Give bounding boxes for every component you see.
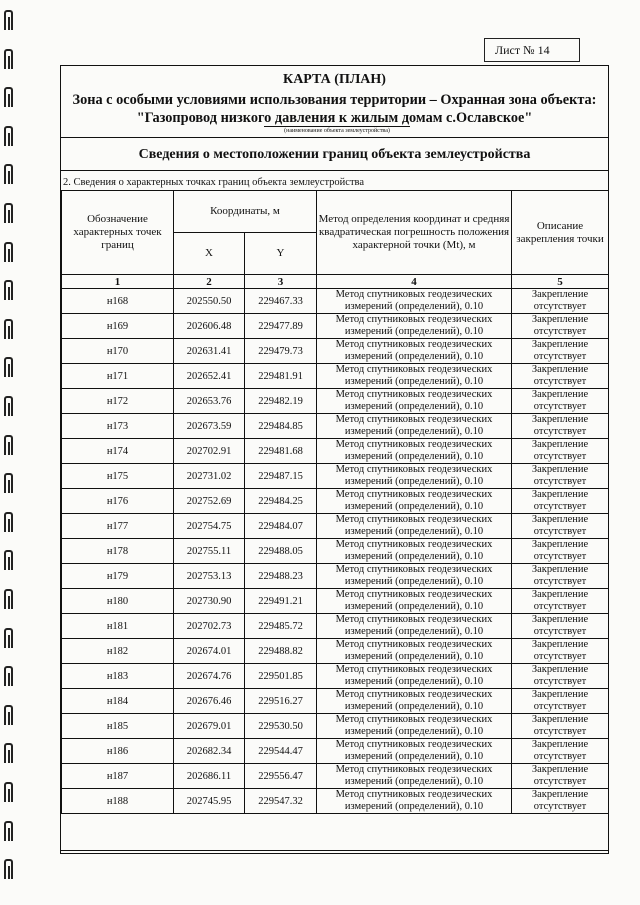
y-coordinate-cell: 229484.85 [245, 414, 317, 439]
point-designation-cell: н177 [62, 514, 174, 539]
column-number: 4 [317, 275, 512, 289]
x-coordinate-cell: 202673.59 [174, 414, 245, 439]
binding-ring [4, 859, 13, 879]
description-cell [512, 789, 609, 814]
method-cell [317, 564, 512, 589]
document-title: КАРТА (ПЛАН) [283, 72, 386, 87]
method-cell-line: Метод спутниковых геодезических [335, 339, 493, 350]
description-cell [512, 514, 609, 539]
point-designation-cell: н185 [62, 714, 174, 739]
object-name: "Газопровод низкого давления к жилым домам с.Ославское" [136, 110, 533, 126]
x-coordinate-cell: 202753.13 [174, 564, 245, 589]
description-cell-line: Закрепление [531, 714, 589, 725]
y-coordinate-cell: 229488.05 [245, 539, 317, 564]
method-cell-line: Метод спутниковых геодезических [335, 414, 493, 425]
point-designation-cell: н174 [62, 439, 174, 464]
point-designation-cell: н186 [62, 739, 174, 764]
point-designation-cell: н175 [62, 464, 174, 489]
method-cell-line: Метод спутниковых геодезических [335, 439, 493, 450]
table-row [62, 664, 609, 689]
table-row [62, 764, 609, 789]
y-coordinate-cell: 229484.07 [245, 514, 317, 539]
x-coordinate-cell: 202755.11 [174, 539, 245, 564]
method-cell-line: Метод спутниковых геодезических [335, 664, 493, 675]
header-coordinates: Координаты, м [174, 191, 317, 233]
description-cell [512, 664, 609, 689]
x-coordinate-cell: 202752.69 [174, 489, 245, 514]
table-row [62, 689, 609, 714]
description-cell [512, 314, 609, 339]
description-cell-line: отсутствует [533, 701, 587, 712]
binding-ring [4, 164, 13, 184]
description-cell-line: Закрепление [531, 514, 589, 525]
method-cell-line: измерений (определений), 0.10 [344, 776, 484, 787]
description-cell-line: отсутствует [533, 676, 587, 687]
x-coordinate-cell: 202606.48 [174, 314, 245, 339]
method-cell [317, 464, 512, 489]
method-cell-line: Метод спутниковых геодезических [335, 464, 493, 475]
section-title: Сведения о местоположении границ объекта землеустройства [61, 140, 608, 171]
description-cell-line: Закрепление [531, 614, 589, 625]
description-cell [512, 589, 609, 614]
binding-ring [4, 242, 13, 262]
binding-ring [4, 49, 13, 69]
description-cell-line: отсутствует [533, 551, 587, 562]
x-coordinate-cell: 202754.75 [174, 514, 245, 539]
description-cell [512, 539, 609, 564]
x-coordinate-cell: 202686.11 [174, 764, 245, 789]
x-coordinate-cell: 202676.46 [174, 689, 245, 714]
method-cell-line: Метод спутниковых геодезических [335, 764, 493, 775]
method-cell-line: измерений (определений), 0.10 [344, 501, 484, 512]
point-designation-cell: н178 [62, 539, 174, 564]
point-designation-cell: н169 [62, 314, 174, 339]
description-cell [512, 389, 609, 414]
method-cell-line: Метод спутниковых геодезических [335, 564, 493, 575]
method-cell-line: Метод спутниковых геодезических [335, 389, 493, 400]
description-cell-line: отсутствует [533, 426, 587, 437]
description-cell-line: отсутствует [533, 451, 587, 462]
binding-ring [4, 550, 13, 570]
binding-ring [4, 126, 13, 146]
header-x: X [174, 233, 245, 275]
binding-ring [4, 782, 13, 802]
y-coordinate-cell: 229547.32 [245, 789, 317, 814]
description-cell-line: Закрепление [531, 689, 589, 700]
method-cell-line: Метод спутниковых геодезических [335, 364, 493, 375]
point-designation-cell: н181 [62, 614, 174, 639]
method-cell-line: Метод спутниковых геодезических [335, 639, 493, 650]
method-cell-line: Метод спутниковых геодезических [335, 689, 493, 700]
method-cell [317, 489, 512, 514]
method-cell-line: измерений (определений), 0.10 [344, 476, 484, 487]
table-row [62, 389, 609, 414]
binding-ring [4, 743, 13, 763]
table-row [62, 539, 609, 564]
method-cell [317, 589, 512, 614]
method-cell [317, 639, 512, 664]
x-coordinate-cell: 202674.76 [174, 664, 245, 689]
point-designation-cell: н170 [62, 339, 174, 364]
table-row [62, 339, 609, 364]
description-cell-line: Закрепление [531, 589, 589, 600]
column-number: 3 [245, 275, 317, 289]
x-coordinate-cell: 202682.34 [174, 739, 245, 764]
y-coordinate-cell: 229488.23 [245, 564, 317, 589]
method-cell [317, 789, 512, 814]
y-coordinate-cell: 229516.27 [245, 689, 317, 714]
description-cell-line: Закрепление [531, 314, 589, 325]
y-coordinate-cell: 229481.68 [245, 439, 317, 464]
description-cell [512, 414, 609, 439]
method-cell-line: измерений (определений), 0.10 [344, 426, 484, 437]
binding-ring [4, 473, 13, 493]
binding-ring [4, 821, 13, 841]
method-cell-line: Метод спутниковых геодезических [335, 489, 493, 500]
table-row [62, 489, 609, 514]
description-cell [512, 639, 609, 664]
description-cell-line: Закрепление [531, 664, 589, 675]
description-cell-line: Закрепление [531, 489, 589, 500]
description-cell-line: отсутствует [533, 401, 587, 412]
binding-ring [4, 10, 13, 30]
method-cell [317, 339, 512, 364]
y-coordinate-cell: 229479.73 [245, 339, 317, 364]
method-cell-line: измерений (определений), 0.10 [344, 576, 484, 587]
binding-ring [4, 203, 13, 223]
table-row [62, 364, 609, 389]
description-cell-line: отсутствует [533, 501, 587, 512]
method-cell [317, 314, 512, 339]
method-cell [317, 739, 512, 764]
method-cell [317, 714, 512, 739]
method-cell-line: измерений (определений), 0.10 [344, 301, 484, 312]
description-cell-line: Закрепление [531, 414, 589, 425]
method-cell-line: измерений (определений), 0.10 [344, 701, 484, 712]
binding-ring [4, 357, 13, 377]
method-cell-line: измерений (определений), 0.10 [344, 451, 484, 462]
method-cell-line: Метод спутниковых геодезических [335, 289, 493, 300]
frame-bottom-rule [60, 848, 609, 851]
table-row [62, 589, 609, 614]
method-cell [317, 664, 512, 689]
description-cell-line: Закрепление [531, 564, 589, 575]
column-number: 2 [174, 275, 245, 289]
method-cell-line: измерений (определений), 0.10 [344, 601, 484, 612]
method-cell [317, 689, 512, 714]
method-cell-line: Метод спутниковых геодезических [335, 614, 493, 625]
method-cell-line: измерений (определений), 0.10 [344, 376, 484, 387]
description-cell-line: отсутствует [533, 326, 587, 337]
description-cell [512, 739, 609, 764]
method-cell-line: измерений (определений), 0.10 [344, 676, 484, 687]
method-cell [317, 289, 512, 314]
table-row [62, 289, 609, 314]
method-cell-line: измерений (определений), 0.10 [344, 651, 484, 662]
description-cell-line: Закрепление [531, 289, 589, 300]
header-y: Y [245, 233, 317, 275]
point-designation-cell: н182 [62, 639, 174, 664]
description-cell [512, 364, 609, 389]
description-cell-line: отсутствует [533, 801, 587, 812]
header-point-designation: Обозначение характерных точек границ [62, 191, 174, 275]
method-cell-line: измерений (определений), 0.10 [344, 526, 484, 537]
table-row [62, 564, 609, 589]
description-cell-line: отсутствует [533, 476, 587, 487]
method-cell-line: измерений (определений), 0.10 [344, 401, 484, 412]
description-cell [512, 564, 609, 589]
table-row [62, 639, 609, 664]
method-cell-line: Метод спутниковых геодезических [335, 314, 493, 325]
x-coordinate-cell: 202679.01 [174, 714, 245, 739]
y-coordinate-cell: 229488.82 [245, 639, 317, 664]
zone-description: Зона с особыми условиями использования территории – Охранная зона объекта: [72, 92, 597, 108]
y-coordinate-cell: 229485.72 [245, 614, 317, 639]
description-cell [512, 289, 609, 314]
point-designation-cell: н183 [62, 664, 174, 689]
x-coordinate-cell: 202550.50 [174, 289, 245, 314]
point-designation-cell: н180 [62, 589, 174, 614]
method-cell [317, 439, 512, 464]
method-cell-line: измерений (определений), 0.10 [344, 751, 484, 762]
description-cell-line: отсутствует [533, 526, 587, 537]
description-cell [512, 689, 609, 714]
x-coordinate-cell: 202652.41 [174, 364, 245, 389]
method-cell-line: Метод спутниковых геодезических [335, 714, 493, 725]
method-cell-line: Метод спутниковых геодезических [335, 739, 493, 750]
description-cell-line: Закрепление [531, 339, 589, 350]
y-coordinate-cell: 229481.91 [245, 364, 317, 389]
point-designation-cell: н172 [62, 389, 174, 414]
spiral-binding [0, 0, 24, 905]
table-row [62, 414, 609, 439]
subsection-title: 2. Сведения о характерных точках границ объекта землеустройства [63, 177, 365, 188]
description-cell-line: Закрепление [531, 739, 589, 750]
y-coordinate-cell: 229491.21 [245, 589, 317, 614]
method-cell-line: Метод спутниковых геодезических [335, 539, 493, 550]
x-coordinate-cell: 202631.41 [174, 339, 245, 364]
binding-ring [4, 705, 13, 725]
description-cell-line: отсутствует [533, 301, 587, 312]
description-cell-line: отсутствует [533, 726, 587, 737]
method-cell [317, 364, 512, 389]
column-number: 1 [62, 275, 174, 289]
header-method: Метод определения координат и средняя квадратическая погрешность положения характерной точки (Mt), м [317, 191, 512, 275]
x-coordinate-cell: 202653.76 [174, 389, 245, 414]
header-description: Описание закрепления точки [512, 191, 609, 275]
method-cell [317, 764, 512, 789]
description-cell-line: отсутствует [533, 626, 587, 637]
y-coordinate-cell: 229484.25 [245, 489, 317, 514]
method-cell-line: измерений (определений), 0.10 [344, 626, 484, 637]
binding-ring [4, 512, 13, 532]
method-cell-line: Метод спутниковых геодезических [335, 589, 493, 600]
method-cell [317, 514, 512, 539]
binding-ring [4, 396, 13, 416]
description-cell-line: Закрепление [531, 389, 589, 400]
x-coordinate-cell: 202745.95 [174, 789, 245, 814]
binding-ring [4, 319, 13, 339]
table-row [62, 464, 609, 489]
point-designation-cell: н176 [62, 489, 174, 514]
method-cell-line: измерений (определений), 0.10 [344, 326, 484, 337]
method-cell [317, 389, 512, 414]
description-cell-line: Закрепление [531, 439, 589, 450]
description-cell-line: отсутствует [533, 351, 587, 362]
description-cell-line: отсутствует [533, 751, 587, 762]
point-designation-cell: н179 [62, 564, 174, 589]
method-cell-line: измерений (определений), 0.10 [344, 801, 484, 812]
table-row [62, 439, 609, 464]
column-number: 5 [512, 275, 609, 289]
binding-ring [4, 280, 13, 300]
point-designation-cell: н168 [62, 289, 174, 314]
y-coordinate-cell: 229482.19 [245, 389, 317, 414]
y-coordinate-cell: 229487.15 [245, 464, 317, 489]
description-cell-line: Закрепление [531, 539, 589, 550]
binding-ring [4, 589, 13, 609]
description-cell [512, 614, 609, 639]
point-designation-cell: н171 [62, 364, 174, 389]
point-designation-cell: н173 [62, 414, 174, 439]
binding-ring [4, 435, 13, 455]
description-cell [512, 714, 609, 739]
binding-ring [4, 666, 13, 686]
table-row [62, 314, 609, 339]
y-coordinate-cell: 229530.50 [245, 714, 317, 739]
y-coordinate-cell: 229556.47 [245, 764, 317, 789]
description-cell-line: отсутствует [533, 376, 587, 387]
y-coordinate-cell: 229501.85 [245, 664, 317, 689]
sheet-number-label: Лист № 14 [484, 38, 580, 62]
description-cell-line: отсутствует [533, 601, 587, 612]
table-row [62, 514, 609, 539]
description-cell [512, 339, 609, 364]
description-cell [512, 439, 609, 464]
point-designation-cell: н184 [62, 689, 174, 714]
x-coordinate-cell: 202730.90 [174, 589, 245, 614]
binding-ring [4, 628, 13, 648]
description-cell-line: отсутствует [533, 776, 587, 787]
method-cell [317, 414, 512, 439]
method-cell [317, 614, 512, 639]
table-row [62, 714, 609, 739]
table-row [62, 789, 609, 814]
description-cell [512, 489, 609, 514]
method-cell-line: измерений (определений), 0.10 [344, 551, 484, 562]
description-cell-line: Закрепление [531, 364, 589, 375]
object-name-caption: (наименование объекта землеустройства) [264, 126, 410, 136]
method-cell-line: измерений (определений), 0.10 [344, 351, 484, 362]
method-cell-line: Метод спутниковых геодезических [335, 789, 493, 800]
table-row [62, 614, 609, 639]
x-coordinate-cell: 202674.01 [174, 639, 245, 664]
binding-ring [4, 87, 13, 107]
description-cell [512, 464, 609, 489]
description-cell-line: Закрепление [531, 464, 589, 475]
description-cell-line: Закрепление [531, 764, 589, 775]
description-cell-line: Закрепление [531, 639, 589, 650]
method-cell-line: измерений (определений), 0.10 [344, 726, 484, 737]
x-coordinate-cell: 202702.73 [174, 614, 245, 639]
method-cell-line: Метод спутниковых геодезических [335, 514, 493, 525]
x-coordinate-cell: 202702.91 [174, 439, 245, 464]
y-coordinate-cell: 229477.89 [245, 314, 317, 339]
table-row [62, 739, 609, 764]
description-cell-line: Закрепление [531, 789, 589, 800]
description-cell-line: отсутствует [533, 651, 587, 662]
method-cell [317, 539, 512, 564]
coordinates-table [61, 190, 609, 814]
description-cell-line: отсутствует [533, 576, 587, 587]
point-designation-cell: н187 [62, 764, 174, 789]
description-cell [512, 764, 609, 789]
x-coordinate-cell: 202731.02 [174, 464, 245, 489]
point-designation-cell: н188 [62, 789, 174, 814]
y-coordinate-cell: 229467.33 [245, 289, 317, 314]
y-coordinate-cell: 229544.47 [245, 739, 317, 764]
